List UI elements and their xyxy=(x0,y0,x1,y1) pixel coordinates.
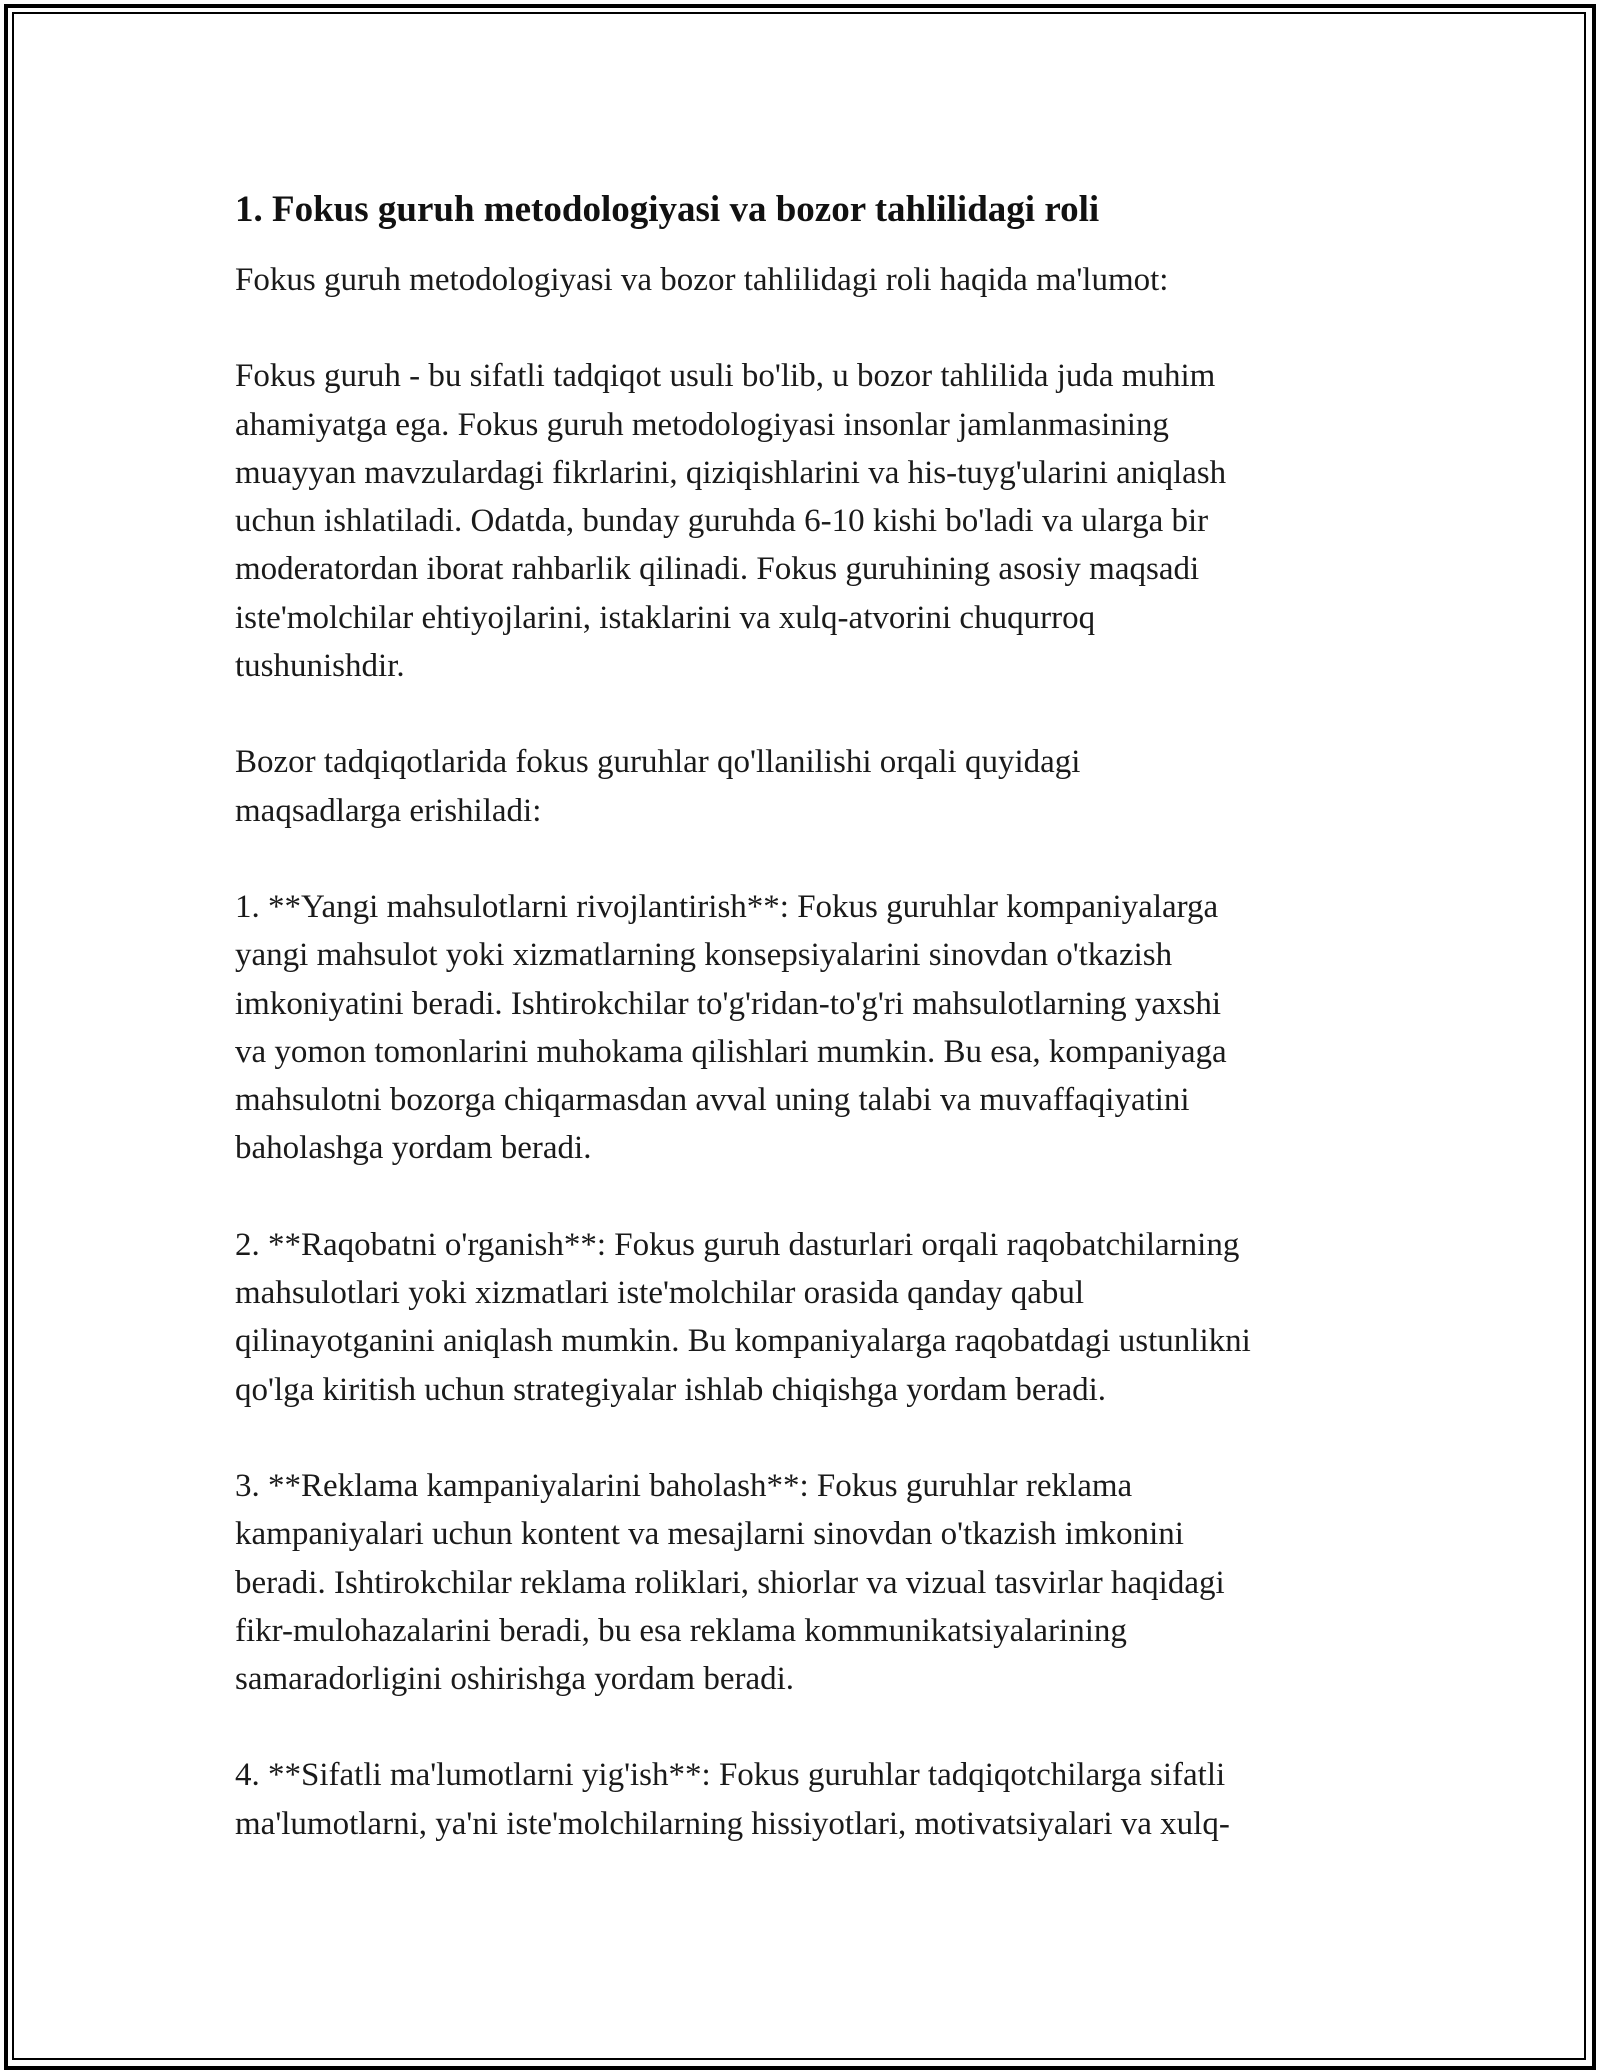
text-line: Fokus guruh - bu sifatli tadqiqot usuli bo'lib, u bozor tahlilida juda muhim xyxy=(235,358,1216,395)
text-line: tushunishdir. xyxy=(235,648,405,685)
text-line: fikr-mulohazalarini beradi, bu esa reklama kommunikatsiyalarining xyxy=(235,1612,1127,1649)
text-line: maqsadlarga erishiladi: xyxy=(235,792,542,829)
list-item-1 xyxy=(235,883,1370,1173)
text-line: muayyan mavzulardagi fikrlarini, qiziqishlarini va his-tuyg'ularini aniqlash xyxy=(235,454,1227,491)
list-item-2 xyxy=(235,1221,1370,1414)
intro-paragraph xyxy=(235,256,1370,304)
text-line: mahsulotlari yoki xizmatlari iste'molchilar orasida qanday qabul xyxy=(235,1275,1085,1312)
goals-intro-paragraph xyxy=(235,738,1370,835)
text-line: baholashga yordam beradi. xyxy=(235,1130,592,1167)
list-item-3 xyxy=(235,1462,1370,1703)
document-page xyxy=(235,186,1370,1896)
text-line: 3. **Reklama kampaniyalarini baholash**: Fokus guruhlar reklama xyxy=(235,1467,1133,1504)
text-line: 4. **Sifatli ma'lumotlarni yig'ish**: Fokus guruhlar tadqiqotchilarga sifatli xyxy=(235,1757,1226,1794)
text-line: mahsulotni bozorga chiqarmasdan avval uning talabi va muvaffaqiyatini xyxy=(235,1082,1190,1119)
text-line: qilinayotganini aniqlash mumkin. Bu kompaniyalarga raqobatdagi ustunlikni xyxy=(235,1323,1251,1360)
text-line: Bozor tadqiqotlarida fokus guruhlar qo'llanilishi orqali quyidagi xyxy=(235,744,1081,781)
text-line: uchun ishlatiladi. Odatda, bunday guruhda 6-10 kishi bo'ladi va ularga bir xyxy=(235,503,1209,540)
text-line: ma'lumotlarni, ya'ni iste'molchilarning hissiyotlari, motivatsiyalari va xulq- xyxy=(235,1805,1230,1842)
text-line: moderatordan iborat rahbarlik qilinadi. Fokus guruhining asosiy maqsadi xyxy=(235,551,1200,588)
text-line: 2. **Raqobatni o'rganish**: Fokus guruh dasturlari orqali raqobatchilarning xyxy=(235,1226,1240,1263)
text-line: samaradorligini oshirishga yordam beradi. xyxy=(235,1661,795,1698)
text-line: beradi. Ishtirokchilar reklama roliklari, shiorlar va vizual tasvirlar haqidagi xyxy=(235,1564,1225,1601)
text-line: ahamiyatga ega. Fokus guruh metodologiyasi insonlar jamlanmasining xyxy=(235,406,1169,443)
text-line: imkoniyatini beradi. Ishtirokchilar to'g'ridan-to'g'ri mahsulotlarning yaxshi xyxy=(235,985,1222,1022)
document-title: 1. Fokus guruh metodologiyasi va bozor tahlilidagi roli xyxy=(235,189,1100,230)
text-line: va yomon tomonlarini muhokama qilishlari mumkin. Bu esa, kompaniyaga xyxy=(235,1033,1227,1070)
text-line: Fokus guruh metodologiyasi va bozor tahlilidagi roli haqida ma'lumot: xyxy=(235,262,1169,298)
text-line: 1. **Yangi mahsulotlarni rivojlantirish**: Fokus guruhlar kompaniyalarga xyxy=(235,888,1219,925)
definition-paragraph xyxy=(235,352,1370,690)
list-item-4 xyxy=(235,1751,1370,1848)
text-line: yangi mahsulot yoki xizmatlarning konsepsiyalarini sinovdan o'tkazish xyxy=(235,937,1173,974)
text-line: qo'lga kiritish uchun strategiyalar ishlab chiqishga yordam beradi. xyxy=(235,1371,1107,1408)
text-line: kampaniyalari uchun kontent va mesajlarni sinovdan o'tkazish imkonini xyxy=(235,1516,1184,1553)
text-line: iste'molchilar ehtiyojlarini, istaklarini va xulq-atvorini chuqurroq xyxy=(235,599,1096,636)
